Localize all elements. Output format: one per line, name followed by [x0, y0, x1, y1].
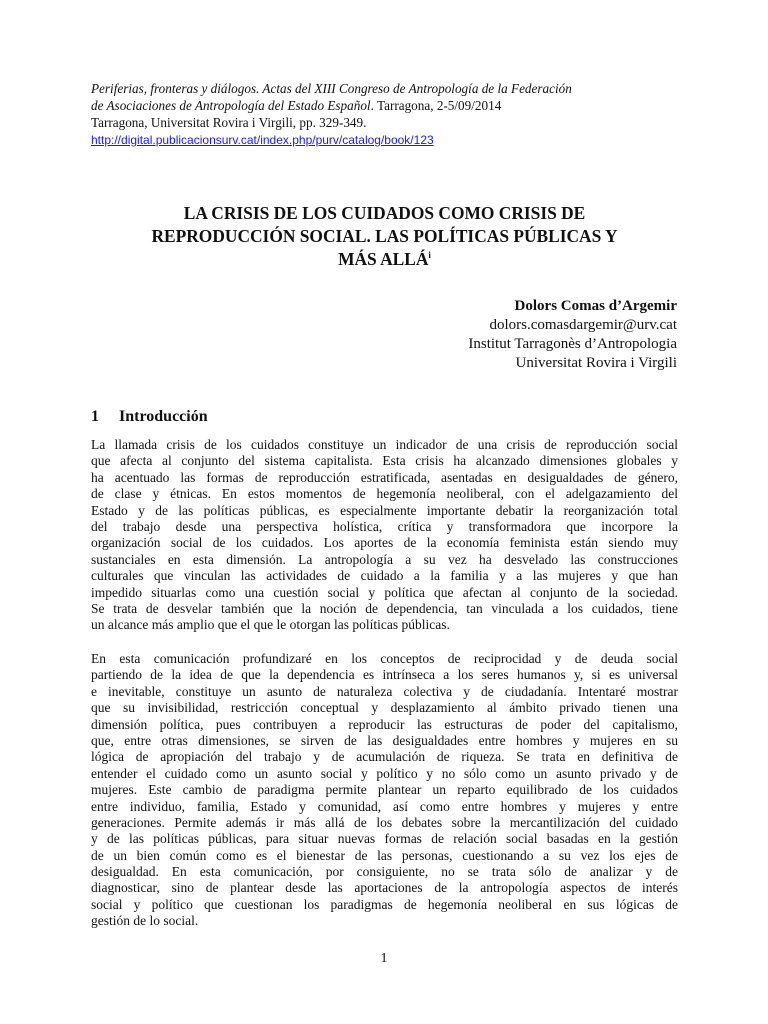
paragraph-line: entender el cuidado como un asunto social y político y no sólo como un asunto privado y de	[91, 765, 678, 781]
paragraph-line: que afecta al conjunto del sistema capitalista. Esta crisis ha alcanzado dimensiones globales y	[91, 453, 678, 469]
paragraph-line: sustanciales en esta dimensión. La antropología a su vez ha desvelado las construcciones	[91, 551, 678, 567]
citation-url-link[interactable]: http://digital.publicacionsurv.cat/index.php/purv/catalog/book/123	[91, 133, 434, 147]
paragraph-line: que, entre otras dimensiones, se sirven de las desigualdades entre hombres y mujeres en su	[91, 732, 678, 748]
paragraph-line: del trabajo desde una perspectiva holística, crítica y transformadora que incorpore la	[91, 518, 678, 534]
author-name: Dolors Comas d’Argemir	[514, 298, 677, 314]
paragraph-line: gestión de lo social.	[91, 913, 199, 929]
paragraph-2	[91, 651, 678, 930]
citation-line-2	[91, 97, 691, 114]
paragraph-line: ha acentuado las formas de reproducción estratificada, asentadas en desigualdades de género,	[91, 469, 678, 485]
paragraph-line: que su invisibilidad, restricción conceptual y desplazamiento al ámbito privado tienen una	[91, 700, 678, 716]
citation-book-title-part-1: Periferias, fronteras y diálogos. Actas del XIII Congreso de Antropología de la Federación	[91, 81, 572, 96]
author-email: dolors.comasdargemir@urv.cat	[489, 317, 677, 333]
paper-title-line-3	[91, 248, 678, 271]
author-block	[468, 297, 677, 373]
paragraph-line: impedido situarlas como una cuestión social y política que afectan al conjunto de la sociedad.	[91, 584, 678, 600]
paragraph-line: y de las políticas públicas, para situar nuevas formas de relación social basadas en la gestión	[91, 831, 678, 847]
page-number: 1	[380, 951, 388, 966]
paragraph-line: de un bien común como es el bienestar de las personas, cuestionando a su vez los ejes de	[91, 847, 678, 863]
paper-title	[91, 202, 678, 271]
paper-title-line-3-text: MÁS ALLÁ	[338, 249, 429, 269]
paragraph-line: diagnosticar, sino de plantear desde las aportaciones de la antropología aspectos de interés	[91, 880, 678, 896]
paragraph-line: Se trata de desvelar también que la noción de dependencia, tan vinculada a los cuidados, tiene	[91, 600, 678, 616]
paragraph-line: dimensión política, pues contribuyen a reproducir las estructuras de poder del capitalismo,	[91, 716, 678, 732]
citation-place-date: . Tarragona, 2-5/09/2014	[370, 98, 502, 113]
paragraph-line: un alcance más amplio que el que le otorgan las políticas públicas.	[91, 617, 450, 633]
author-university: Universitat Rovira i Virgili	[515, 355, 677, 371]
citation-book-title-part-2: de Asociaciones de Antropología del Estado Español	[91, 98, 371, 113]
paragraph-line: de clase y étnicas. En estos momentos de hegemonía neoliberal, con el adelgazamiento del	[91, 486, 678, 502]
section-title: Introducción	[119, 408, 208, 425]
paragraph-line: culturales que vinculan las actividades de cuidado a la familia y a las mujeres y que han	[91, 568, 678, 584]
citation-line-4	[91, 131, 691, 149]
citation-line-3: Tarragona, Universitat Rovira i Virgili, pp. 329-349.	[91, 115, 367, 130]
section-heading	[91, 407, 208, 427]
paragraph-line: mujeres. Este cambio de paradigma permite plantear un reparto equilibrado de los cuidados	[91, 782, 678, 798]
author-institute: Institut Tarragonès d’Antropologia	[468, 336, 677, 352]
paragraph-line: La llamada crisis de los cuidados constituye un indicador de una crisis de reproducción social	[91, 437, 678, 452]
paragraph-line: En esta comunicación profundizaré en los conceptos de reciprocidad y de deuda social	[91, 651, 678, 666]
paper-title-line-1: LA CRISIS DE LOS CUIDADOS COMO CRISIS DE	[183, 203, 586, 223]
section-number: 1	[91, 408, 99, 425]
title-footnote-mark[interactable]: i	[428, 250, 431, 261]
paragraph-line: Estado y de las políticas públicas, es especialmente importante debatir la reorganización total	[91, 502, 678, 518]
citation-line-1	[91, 80, 691, 97]
paragraph-1	[91, 437, 678, 634]
paragraph-line: lógica de apropiación del trabajo y de acumulación de riqueza. Se trata en definitiva de	[91, 749, 678, 765]
paragraph-line: generaciones. Permite además ir más allá de los debates sobre la mercantilización del cuidado	[91, 814, 678, 830]
paragraph-line: desigualdad. En esta comunicación, por consiguiente, no se trata sólo de analizar y de	[91, 864, 678, 880]
paragraph-line: organización social de los cuidados. Los aportes de la economía feminista están siendo muy	[91, 535, 678, 551]
paragraph-line: partiendo de la idea de que la dependencia es intrínseca a los seres humanos y, si es universal	[91, 667, 678, 683]
paragraph-line: entre individuo, familia, Estado y comunidad, así como entre hombres y mujeres y entre	[91, 798, 678, 814]
citation-header	[91, 80, 691, 149]
paper-title-line-2: REPRODUCCIÓN SOCIAL. LAS POLÍTICAS PÚBLICAS Y	[151, 226, 618, 246]
paragraph-line: social y político que cuestionan los paradigmas de hegemonía neoliberal en sus lógicas de	[91, 896, 678, 912]
paragraph-line: e inevitable, constituye un asunto de naturaleza colectiva y de ciudadanía. Intentaré mostrar	[91, 683, 678, 699]
